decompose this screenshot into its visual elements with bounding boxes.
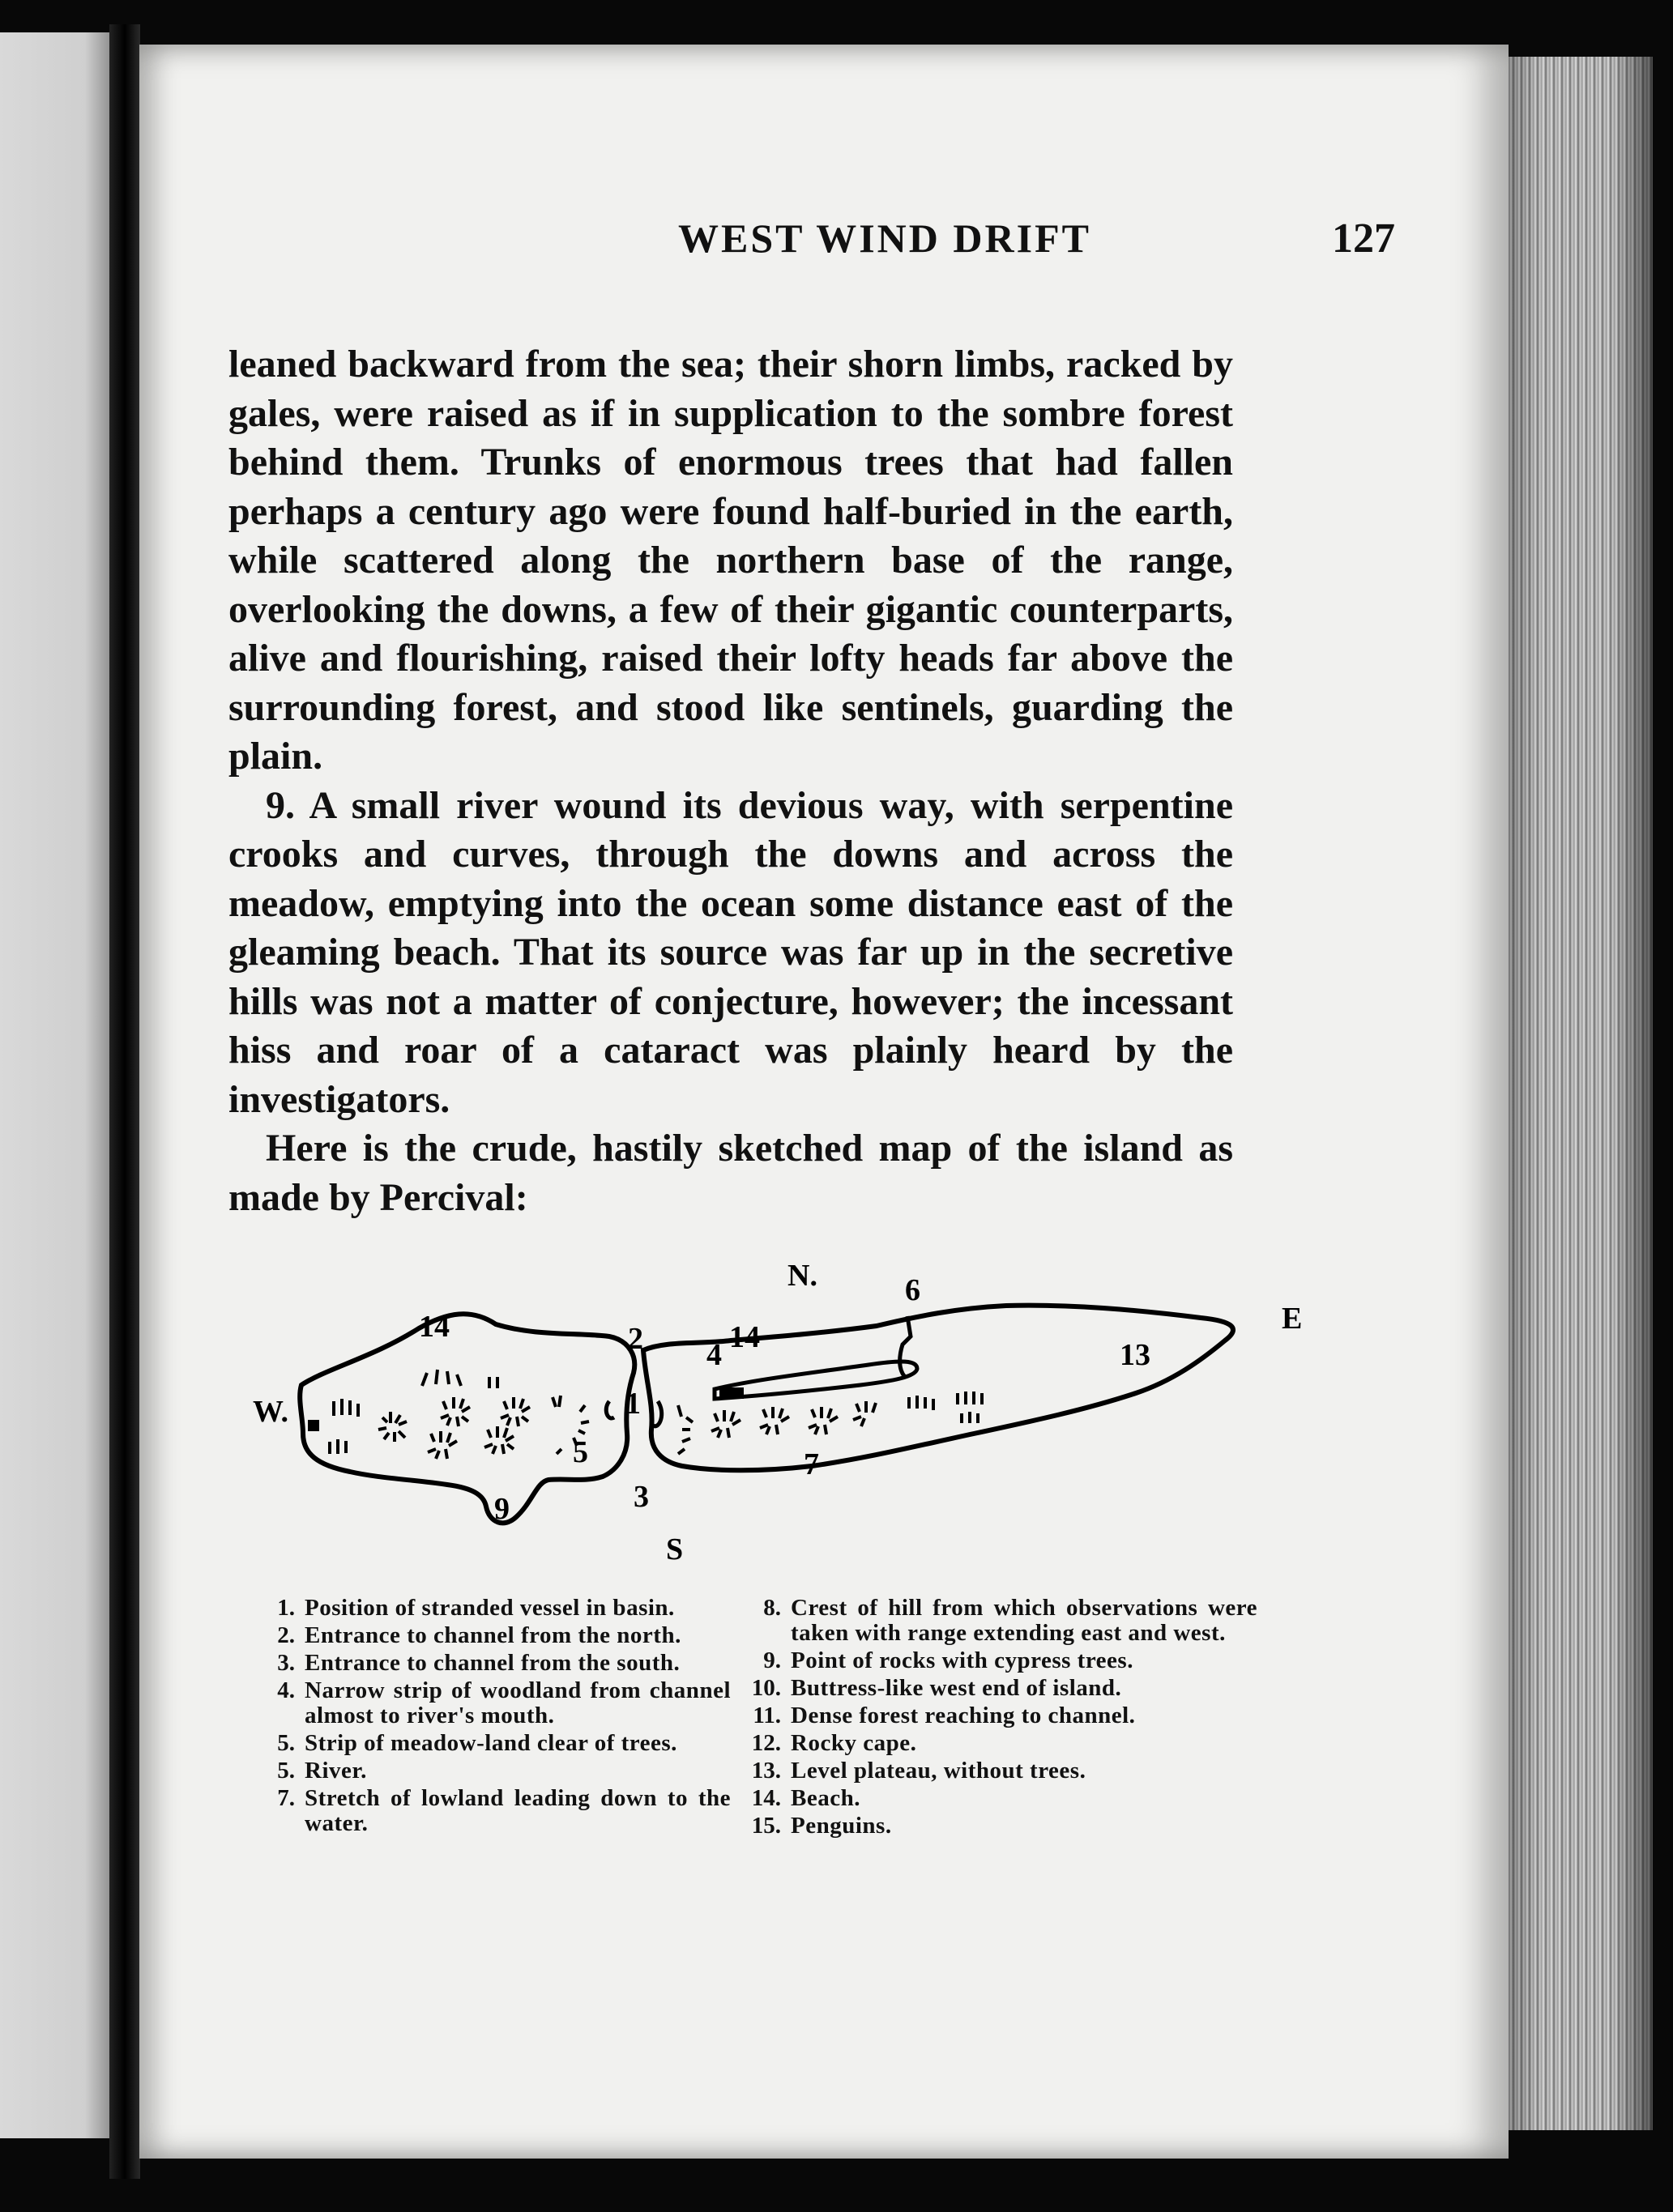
- map-label: 14: [419, 1310, 450, 1344]
- facing-page-edge: [0, 32, 122, 2138]
- map-label: 9: [494, 1492, 510, 1526]
- legend-item: 14. Beach.: [751, 1785, 860, 1811]
- map-label: 14: [729, 1320, 760, 1354]
- legend-item: 11. Dense forest reaching to channel.: [753, 1703, 1136, 1728]
- running-title: WEST WIND DRIFT: [678, 215, 1091, 261]
- map-label: 4: [706, 1338, 722, 1372]
- map-label: 7: [804, 1447, 819, 1481]
- body-text: [228, 340, 1233, 1222]
- book-page: [139, 45, 1509, 2159]
- legend-item: 9. Point of rocks with cypress trees.: [763, 1647, 1133, 1673]
- legend-item: 4. Narrow strip of woodland from channel almost to river's mouth.: [277, 1677, 731, 1728]
- river: [715, 1362, 917, 1399]
- legend-item: 7. Stretch of lowland leading down to the water.: [277, 1785, 731, 1836]
- map-compass-south: S: [666, 1532, 684, 1566]
- map-compass-east: E: [1282, 1302, 1303, 1336]
- paragraph: 9. A small river wound its devious way, with serpentine crooks and curves, through the downs and across the meadow, emptying into the ocean some distance east of the gleaming beach. That its source was far up in the secretive hills was not a matter of conjecture, however; the incessant hiss and roar of a cataract was plainly heard by the investigators.: [228, 783, 1233, 1121]
- legend-item: 13. Level plateau, without trees.: [751, 1758, 1086, 1784]
- legend-item: 10. Buttress-like west end of island.: [751, 1675, 1122, 1701]
- map-label: 2: [628, 1322, 643, 1356]
- map-compass-north: N.: [787, 1259, 817, 1293]
- map-compass-west: W.: [253, 1395, 289, 1429]
- paragraph: leaned backward from the sea; their shorn limbs, racked by gales, were raised as if in supplication to the sombre forest behind them. Trunks of enormous trees that had fallen perhaps a century ago were found half-buried in the earth, while scattered along the northern base of the range, overlooking the downs, a few of their gigantic counterparts, alive and flourishing, raised their lofty heads far above the surrounding forest, and stood like sentinels, guarding the plain.: [228, 343, 1233, 778]
- page-number: 127: [1332, 215, 1395, 262]
- island-map: [228, 1259, 1338, 1583]
- map-legend-right: [739, 1596, 1257, 1841]
- legend-item: 5. Strip of meadow-land clear of trees.: [277, 1730, 677, 1756]
- legend-item: 5. River.: [277, 1758, 367, 1784]
- legend-item: 8. Crest of hill from which observations were taken with range extending east and west.: [763, 1595, 1257, 1646]
- legend-item: 1. Position of stranded vessel in basin.: [277, 1595, 675, 1621]
- map-legend-left: [253, 1596, 731, 1839]
- book-gutter: [109, 24, 140, 2179]
- map-label: 5: [573, 1435, 588, 1469]
- west-landmass: [300, 1314, 634, 1523]
- legend-item: 3. Entrance to channel from the south.: [277, 1650, 681, 1676]
- legend-item: 2. Entrance to channel from the north.: [277, 1622, 681, 1648]
- legend-item: 12. Rocky cape.: [751, 1730, 917, 1756]
- map-label: 3: [634, 1480, 649, 1514]
- legend-item: 15. Penguins.: [751, 1813, 892, 1839]
- page-header: [520, 215, 1395, 288]
- paragraph: Here is the crude, hastily sketched map of the island as made by Percival:: [228, 1127, 1233, 1219]
- map-label: 1: [625, 1387, 641, 1421]
- island-map-sketch: [228, 1259, 1338, 1583]
- map-label: 6: [905, 1273, 920, 1307]
- map-label: 13: [1120, 1338, 1150, 1372]
